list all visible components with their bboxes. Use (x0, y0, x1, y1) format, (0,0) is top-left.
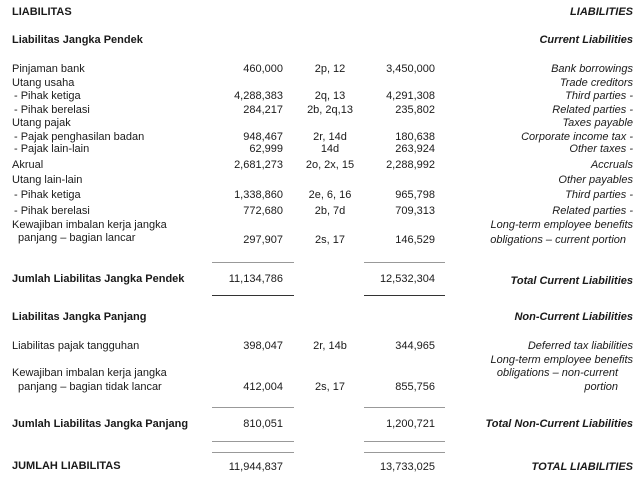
section-title-en: Current Liabilities (539, 34, 633, 46)
total-noncurrent-en: Total Non-Current Liabilities (485, 418, 633, 430)
row-en: Corporate income tax - (521, 131, 633, 143)
row-v1: 4,288,383 (234, 90, 283, 102)
row-note: 2s, 17 (315, 234, 345, 246)
row-label-2: panjang – bagian lancar (18, 232, 136, 244)
row-label: Liabilitas pajak tangguhan (12, 340, 140, 352)
row-v2: 709,313 (395, 205, 435, 217)
section-title-id: Liabilitas Jangka Pendek (12, 34, 143, 46)
row-note: 14d (320, 143, 340, 155)
row-label: - Pihak ketiga (14, 189, 81, 201)
row-en-2: obligations – non-current (496, 367, 618, 379)
row-v2: 146,529 (395, 234, 435, 246)
row-v1: 948,467 (243, 131, 283, 143)
row-label: Utang pajak (12, 117, 71, 129)
noncurrent-title-en: Non-Current Liabilities (514, 311, 633, 323)
divider (364, 262, 445, 263)
row-en: Trade creditors (559, 77, 633, 89)
divider (212, 295, 294, 296)
divider (212, 452, 294, 453)
divider (364, 295, 445, 296)
row-label: - Pajak penghasilan badan (14, 131, 145, 143)
row-v1: 297,907 (243, 234, 283, 246)
row-label: - Pihak berelasi (14, 104, 90, 116)
total-current-label: Jumlah Liabilitas Jangka Pendek (12, 273, 185, 285)
row-label: Utang lain-lain (12, 174, 83, 186)
divider (364, 452, 445, 453)
total-current-v1: 11,134,786 (228, 273, 283, 285)
row-label-2: panjang – bagian tidak lancar (18, 381, 162, 393)
row-en: Other payables (558, 174, 633, 186)
grand-total-v1: 11,944,837 (228, 461, 283, 473)
row-v1: 284,217 (243, 104, 283, 116)
row-v2: 4,291,308 (386, 90, 435, 102)
row-note: 2e, 6, 16 (308, 189, 352, 201)
row-label: Kewajiban imbalan kerja jangka (12, 367, 167, 379)
row-v2: 235,802 (395, 104, 435, 116)
row-v2: 344,965 (395, 340, 435, 352)
row-note: 2p, 12 (314, 63, 346, 75)
header-left: LIABILITAS (12, 6, 72, 18)
divider (364, 407, 445, 408)
row-v1: 2,681,273 (234, 159, 283, 171)
divider (212, 441, 294, 442)
row-v1: 398,047 (243, 340, 283, 352)
row-v2: 855,756 (395, 381, 435, 393)
total-noncurrent-label: Jumlah Liabilitas Jangka Panjang (12, 418, 189, 430)
row-note: 2r, 14b (313, 340, 347, 352)
row-en: Third parties - (565, 189, 633, 201)
row-note: 2q, 13 (314, 90, 346, 102)
row-en-2: obligations – current portion (490, 234, 626, 246)
divider (364, 441, 445, 442)
row-en: Other taxes - (569, 143, 633, 155)
grand-total-label: JUMLAH LIABILITAS (12, 460, 121, 472)
row-v1: 412,004 (243, 381, 283, 393)
row-v1: 460,000 (243, 63, 283, 75)
row-v2: 965,798 (395, 189, 435, 201)
row-v1: 772,680 (243, 205, 283, 217)
row-v2: 180,638 (395, 131, 435, 143)
row-en: Third parties - (565, 90, 633, 102)
row-en: Accruals (590, 159, 633, 171)
total-current-v2: 12,532,304 (379, 273, 435, 285)
grand-total-v2: 13,733,025 (379, 461, 435, 473)
total-noncurrent-v2: 1,200,721 (386, 418, 435, 430)
row-label: Utang usaha (12, 77, 75, 89)
row-en: Related parties - (552, 104, 633, 116)
grand-total-en: TOTAL LIABILITIES (531, 461, 633, 473)
row-label: Pinjaman bank (12, 63, 85, 75)
row-label: - Pihak ketiga (14, 90, 81, 102)
row-label: - Pajak lain-lain (14, 143, 90, 155)
row-en: Related parties - (552, 205, 633, 217)
row-note: 2b, 2q,13 (307, 104, 353, 116)
row-en: Bank borrowings (551, 63, 633, 75)
row-en: Long-term employee benefits (490, 354, 633, 366)
row-v1: 1,338,860 (234, 189, 283, 201)
noncurrent-title-id: Liabilitas Jangka Panjang (12, 311, 147, 323)
row-note: 2r, 14d (313, 131, 347, 143)
row-v2: 3,450,000 (386, 63, 435, 75)
row-label: Kewajiban imbalan kerja jangka (12, 219, 167, 231)
row-note: 2b, 7d (314, 205, 346, 217)
row-label: - Pihak berelasi (14, 205, 90, 217)
row-note: 2s, 17 (315, 381, 345, 393)
row-v1: 62,999 (249, 143, 283, 155)
total-current-en: Total Current Liabilities (510, 275, 633, 287)
row-note: 2o, 2x, 15 (305, 159, 355, 171)
row-label: Akrual (12, 159, 44, 171)
divider (212, 262, 294, 263)
divider (212, 407, 294, 408)
row-v2: 2,288,992 (386, 159, 435, 171)
row-en: Taxes payable (562, 117, 633, 129)
total-noncurrent-v1: 810,051 (243, 418, 283, 430)
row-en: Long-term employee benefits (490, 219, 633, 231)
row-en-3: portion (584, 381, 618, 393)
header-right: LIABILITIES (570, 6, 633, 18)
row-en: Deferred tax liabilities (527, 340, 633, 352)
row-v2: 263,924 (395, 143, 435, 155)
